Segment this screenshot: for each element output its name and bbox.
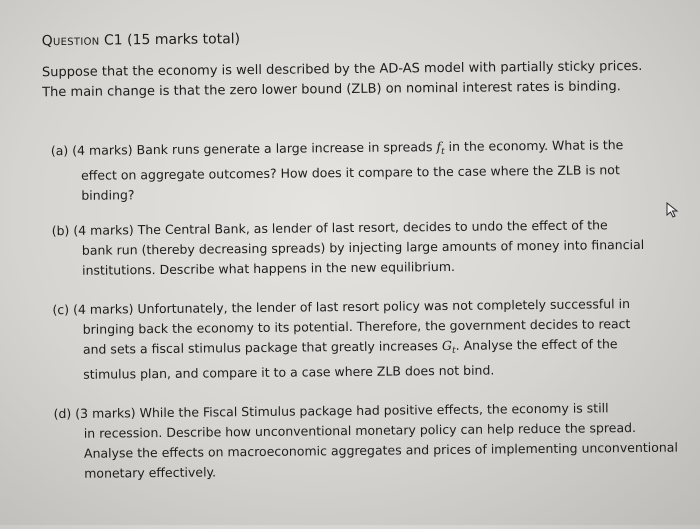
- question-number-marks: C1 (15 marks total): [99, 31, 241, 49]
- part-a-line-3: binding?: [81, 187, 135, 203]
- part-b-line-1: (b) (4 marks) The Central Bank, as lender of last resort, decides to undo the effect of the: [51, 217, 608, 239]
- spread-subscript: t: [441, 147, 445, 158]
- question-part-b: [52, 215, 643, 281]
- question-intro: [42, 57, 642, 103]
- part-b-line-3: institutions. Describe what happens in the new equilibrium.: [81, 258, 456, 278]
- part-a-text-end: in the economy. What is the: [444, 137, 624, 155]
- part-c-text-end: . Analyse the effect of the: [455, 336, 618, 353]
- question-part-c: [52, 294, 643, 385]
- part-d-line-1: (d) (3 marks) While the Fiscal Stimulus package had positive effects, the economy is still: [53, 400, 609, 422]
- part-c-line-2: bringing back the economy to its potential. Therefore, the government decides to react: [82, 316, 631, 337]
- government-spending-variable: [441, 337, 456, 356]
- question-part-a: [51, 135, 642, 206]
- government-spending-symbol: G: [441, 337, 453, 354]
- question-title: [42, 31, 241, 49]
- spread-symbol: f: [436, 139, 442, 155]
- mouse-pointer-icon: [666, 202, 680, 218]
- question-part-d: [53, 398, 678, 484]
- part-c-text-start: and sets a fiscal stimulus package that greatly increases: [82, 338, 443, 357]
- spread-variable: [436, 139, 445, 158]
- part-a-text-start: (a) (4 marks) Bank runs generate a large increase in spreads: [50, 139, 437, 159]
- intro-line-1: Suppose that the economy is well described by the AD-AS model with partially sticky prices.: [41, 58, 643, 81]
- part-d-line-2: in recession. Describe how unconventional monetary policy can help reduce the spread.: [83, 420, 637, 441]
- part-c-line-4: stimulus plan, and compare it to a case where ZLB does not bind.: [83, 362, 495, 382]
- part-b-line-2: bank run (thereby decreasing spreads) by injecting large amounts of money into financial: [81, 236, 645, 258]
- part-c-line-1: (c) (4 marks) Unfortunately, the lender of last resort policy was not completely successful in: [52, 296, 631, 318]
- intro-line-2: The main change is that the zero lower bound (ZLB) on nominal interest rates is binding.: [42, 79, 621, 101]
- part-d-line-4: monetary effectively.: [84, 464, 217, 481]
- part-a-line-2: effect on aggregate outcomes? How does it compare to the case where the ZLB is not: [80, 162, 620, 183]
- government-spending-subscript: t: [452, 345, 456, 356]
- part-d-line-3: Analyse the effects on macroeconomic aggregates and prices of implementing unconventional: [83, 439, 678, 461]
- question-word: Question: [41, 32, 100, 50]
